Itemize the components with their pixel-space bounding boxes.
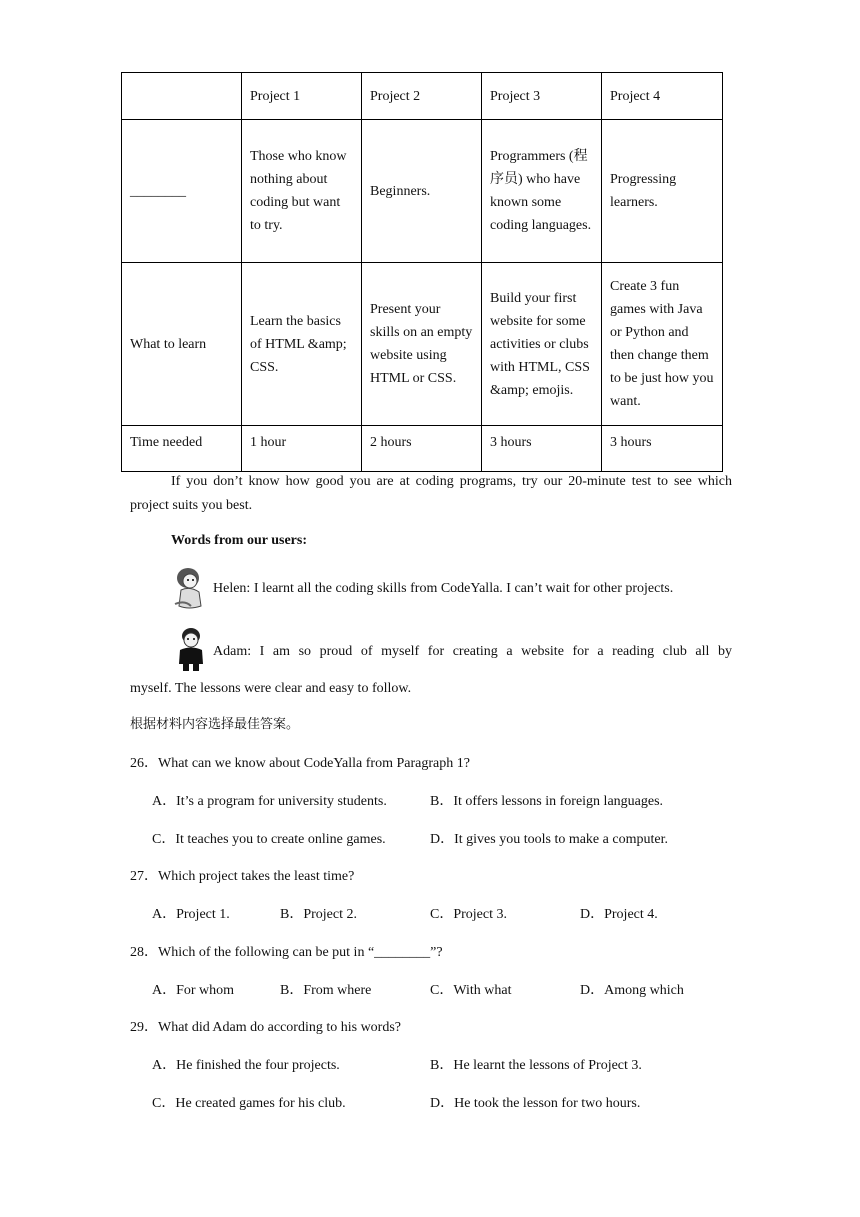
question-26: 26．What can we know about CodeYalla from Paragraph 1? xyxy=(130,756,470,771)
q26-option-b: B．It offers lessons in foreign languages. xyxy=(430,794,664,809)
table-cell: Create 3 fun games with Java or Python and then change them to be just how you want. xyxy=(602,263,723,426)
q28-option-d: D．Among which xyxy=(580,983,684,998)
q28-option-c: C．With what xyxy=(430,983,512,998)
adam-quote-text: Adam: I am so proud of myself for creating a website for a reading club all by xyxy=(213,644,732,659)
instruction: 根据材料内容选择最佳答案。 xyxy=(130,717,300,732)
table-row xyxy=(122,120,723,263)
table-row xyxy=(122,426,723,472)
q29-option-a: A．He finished the four projects. xyxy=(152,1058,340,1073)
helen-avatar-icon xyxy=(171,566,213,610)
test-note: If you don’t know how good you are at coding programs, try our 20-minute test to see which project suits you best. xyxy=(130,474,732,513)
q26-option-c: C．It teaches you to create online games. xyxy=(152,832,386,847)
q29-option-d: D．He took the lesson for two hours. xyxy=(430,1096,641,1111)
adam-avatar-icon xyxy=(171,626,211,672)
table-cell: Beginners. xyxy=(362,120,482,263)
row-label: What to learn xyxy=(122,263,242,426)
header-cell: Project 4 xyxy=(602,73,723,120)
q26-option-a: A．It’s a program for university students. xyxy=(152,794,387,809)
table-cell: Present your skills on an empty website using HTML or CSS. xyxy=(362,263,482,426)
q27-option-d: D．Project 4. xyxy=(580,907,658,922)
table-cell: 3 hours xyxy=(602,426,723,472)
question-28: 28．Which of the following can be put in “________”? xyxy=(130,945,443,960)
helen-quote: Helen: I learnt all the coding skills from CodeYalla. I can’t wait for other projects. xyxy=(213,581,674,596)
adam-quote-line1 xyxy=(213,640,732,664)
header-cell xyxy=(122,73,242,120)
projects-table xyxy=(121,72,723,472)
table-row xyxy=(122,263,723,426)
row-label-blank: ________ xyxy=(122,120,242,263)
table-cell: Learn the basics of HTML &amp; CSS. xyxy=(242,263,362,426)
table-cell: Those who know nothing about coding but want to try. xyxy=(242,120,362,263)
table-header-row xyxy=(122,73,723,120)
table-cell: 2 hours xyxy=(362,426,482,472)
header-cell: Project 3 xyxy=(482,73,602,120)
header-cell: Project 2 xyxy=(362,73,482,120)
question-29: 29．What did Adam do according to his words? xyxy=(130,1020,402,1035)
row-label: Time needed xyxy=(122,426,242,472)
q28-option-a: A．For whom xyxy=(152,983,235,998)
question-27: 27．Which project takes the least time? xyxy=(130,869,355,884)
q27-option-a: A．Project 1. xyxy=(152,907,230,922)
q27-option-b: B．Project 2. xyxy=(280,907,357,922)
q26-option-d: D．It gives you tools to make a computer. xyxy=(430,832,668,847)
q29-option-b: B．He learnt the lessons of Project 3. xyxy=(430,1058,642,1073)
table-cell: 3 hours xyxy=(482,426,602,472)
q29-option-c: C．He created games for his club. xyxy=(152,1096,346,1111)
table-cell: Programmers (程序员) who have known some coding languages. xyxy=(482,120,602,263)
users-heading: Words from our users: xyxy=(171,533,307,548)
adam-quote-line2: myself. The lessons were clear and easy to follow. xyxy=(130,681,412,696)
q27-option-c: C．Project 3. xyxy=(430,907,507,922)
header-cell: Project 1 xyxy=(242,73,362,120)
table-cell: Progressing learners. xyxy=(602,120,723,263)
table-cell: 1 hour xyxy=(242,426,362,472)
q28-option-b: B．From where xyxy=(280,983,372,998)
table-cell: Build your first website for some activities or clubs with HTML, CSS &amp; emojis. xyxy=(482,263,602,426)
